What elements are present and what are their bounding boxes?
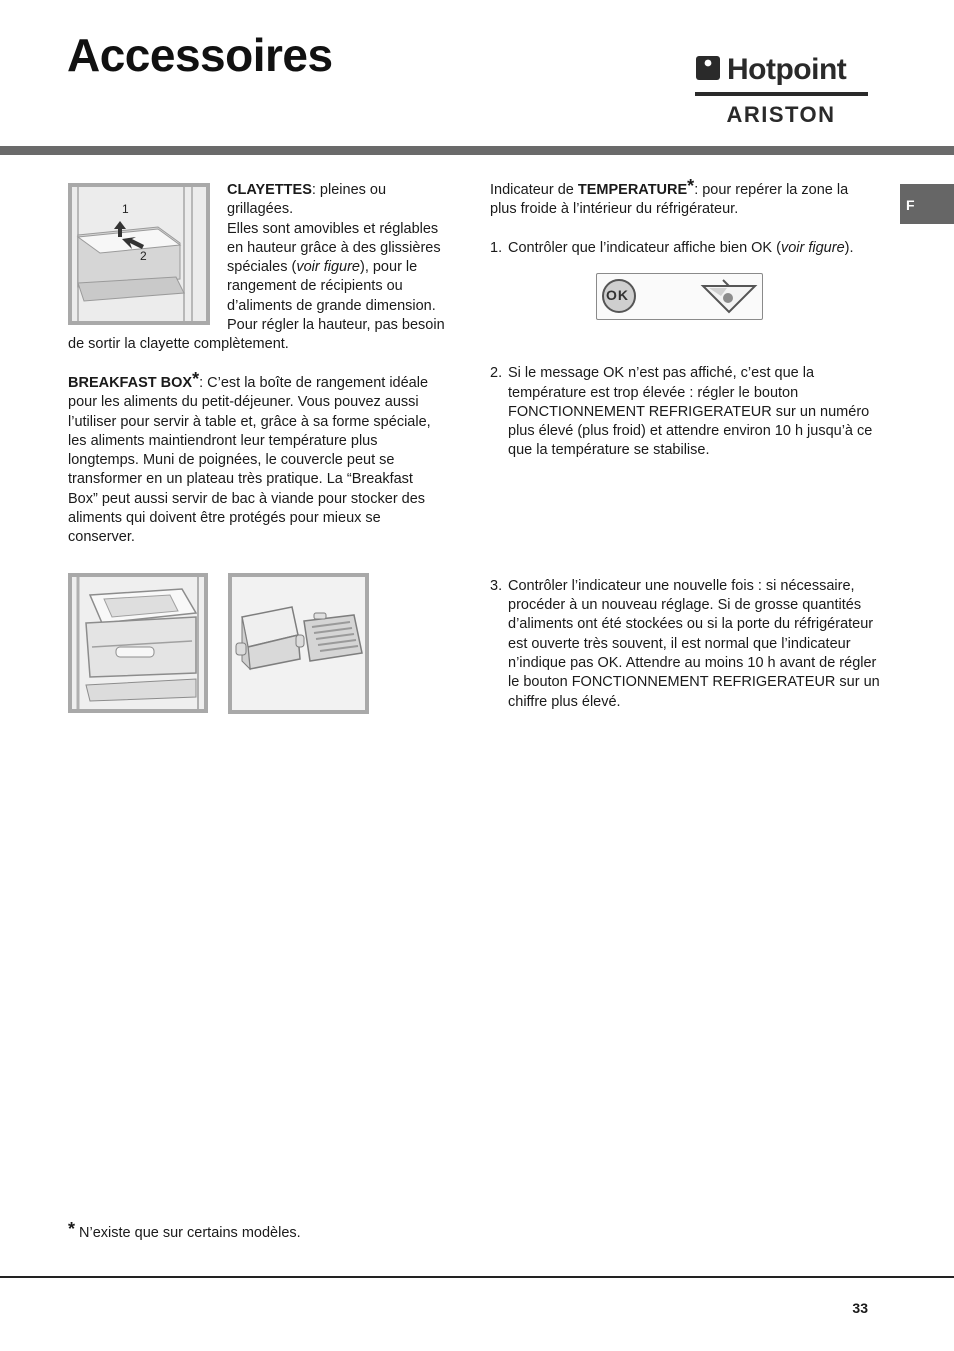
breakfast-box-text: : C’est la boîte de rangement idéale pour les aliments du petit-déjeuner. Vous pouvez aussi l’utiliser pour servir à table et, grâce à sa forme spéciale, les aliments maintiendront leur température plus longtemps. Muni de poignées, le couvercle peut se transformer en un plateau très pratique. La “Breakfast Box” peut aussi servir de bac à viande pour stocker des aliments qui doivent être protégés pour mieux se conserver. <box>68 375 431 546</box>
temperature-indicator-figure <box>596 273 763 320</box>
brand-logo <box>694 50 870 128</box>
breakfast-box-heading: BREAKFAST BOX <box>68 375 193 391</box>
temperature-intro-text: : pour repérer la zone la plus froide à l’intérieur du réfrigérateur. <box>490 182 849 218</box>
footnote-text: N’existe que sur certains modèles. <box>75 1225 301 1241</box>
shelves-section <box>68 181 448 355</box>
shelves-figure-ref: voir figure <box>296 259 360 276</box>
header-divider <box>0 146 954 155</box>
shelves-text-2: Elles sont amovibles et réglables en hauteur grâce à des glissières spéciales ( <box>227 220 441 276</box>
step-2-number: 2. <box>490 365 503 382</box>
breakfast-box-paragraph <box>68 369 446 548</box>
footnote <box>68 1219 568 1243</box>
footnote-asterisk: * <box>68 1219 76 1239</box>
step-1-figure-ref: voir figure <box>780 240 845 256</box>
page-number: 33 <box>852 1300 868 1316</box>
asterisk-marker: * <box>687 176 695 196</box>
step-2 <box>490 364 888 460</box>
asterisk-marker: * <box>192 369 200 389</box>
step-1-number: 1. <box>490 240 503 256</box>
breakfast-box-tray-figure <box>228 573 369 714</box>
shelves-heading: CLAYETTES <box>227 182 312 198</box>
step-3-text: Contrôler l’indicateur une nouvelle fois : si nécessaire, procéder à un nouveau réglage. Si de grosse quantités d’aliments ont été stockées ou si la porte du réfrigérateur est ouverte très souvent, il est normal que l’indicateur n’indique pas OK. Attendre au moins 10 h avant de régler le bouton FONCTIONNEMENT REFRIGERATEUR sur un chiffre plus élevé. <box>508 577 880 710</box>
temperature-intro-paragraph <box>490 176 874 220</box>
temperature-intro <box>490 176 874 220</box>
step-3 <box>490 577 890 712</box>
footer-divider <box>0 1276 954 1278</box>
breakfast-box-fridge-figure <box>68 573 208 713</box>
figure-label-1: 1 <box>122 202 129 216</box>
step-3-number: 3. <box>490 577 503 594</box>
step-2-text: Si le message OK n’est pas affiché, c’est que la température est trop élevée : régler le bouton FONCTIONNEMENT REFRIGERATEUR sur un numéro plus élevé (plus froid) et attendre environ 10 h jusqu’à ce que la température se stabilise. <box>508 365 873 459</box>
step-1-text-end: ). <box>844 240 854 256</box>
ok-label: OK <box>606 287 629 303</box>
temperature-intro-prefix: Indicateur de <box>490 182 578 198</box>
svg-text:Hotpoint: Hotpoint <box>727 53 847 86</box>
svg-text:ARISTON: ARISTON <box>726 102 836 127</box>
breakfast-box-section <box>68 369 446 548</box>
shelves-text-1: : pleines ou grillagées. <box>227 182 387 218</box>
page-title: Accessoires <box>67 29 333 81</box>
shelves-text-3: ), pour le rangement de récipients ou d’aliments de grande dimension. Pour régler la hauteur, pas besoin de sortir la clayette complètement. <box>68 259 445 353</box>
figure-label-2: 2 <box>140 249 147 263</box>
language-tab: F <box>900 184 954 224</box>
step-1 <box>490 239 878 258</box>
step-1-text: Contrôler que l’indicateur affiche bien OK ( <box>508 240 781 256</box>
temperature-heading: TEMPERATURE <box>577 182 688 198</box>
